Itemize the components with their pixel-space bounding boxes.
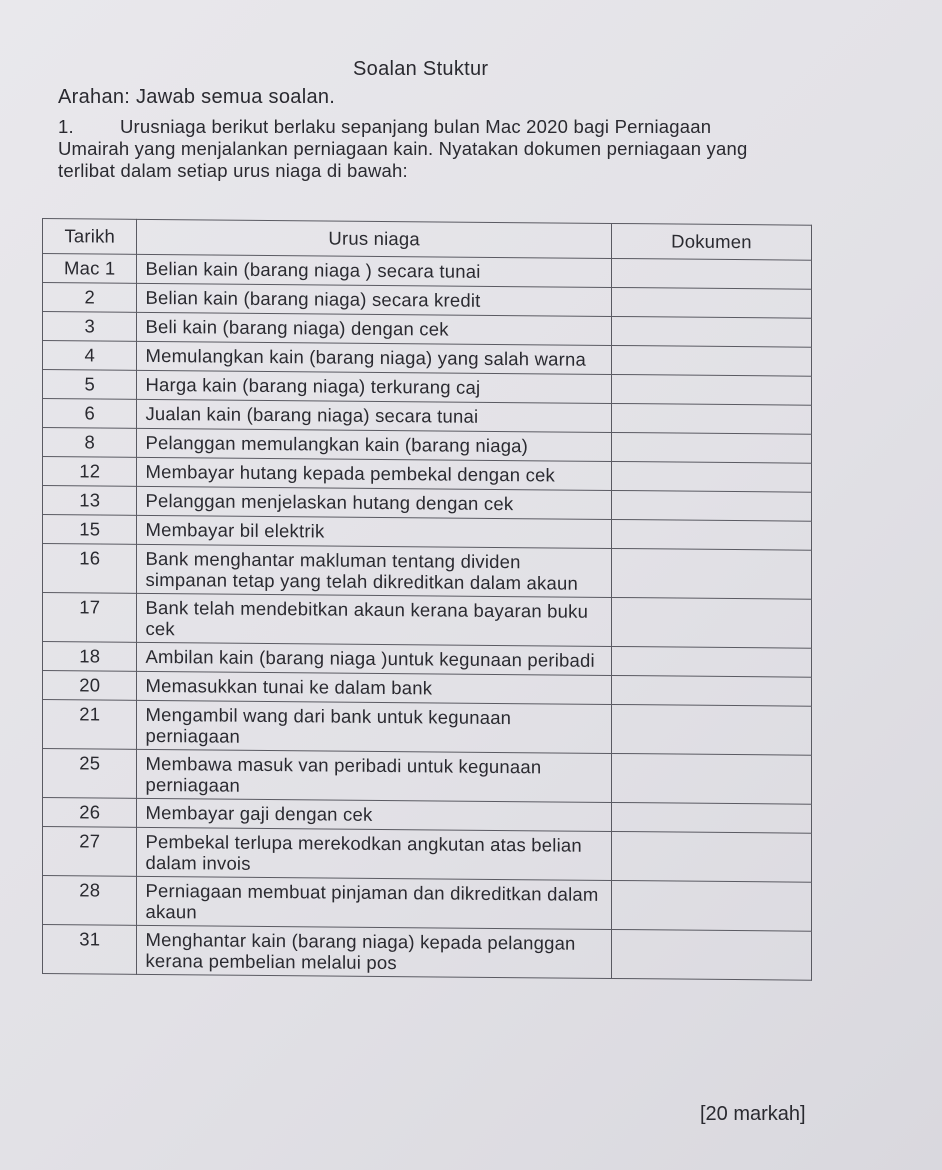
marks-label: [20 markah] [700, 1103, 806, 1125]
row-transaction: Memasukkan tunai ke dalam bank [137, 671, 611, 704]
row-document-answer[interactable] [611, 490, 811, 521]
table-row [43, 925, 812, 981]
row-date: 28 [43, 876, 137, 926]
row-document-answer[interactable] [611, 345, 811, 376]
table-row [43, 876, 812, 932]
row-transaction: Perniagaan membuat pinjaman dan dikreditkan dalam akaun [137, 876, 611, 929]
row-document-answer[interactable] [611, 704, 811, 755]
page-title: Soalan Stuktur [353, 58, 489, 80]
table-row [43, 827, 812, 883]
row-date: 31 [43, 925, 137, 975]
row-document-answer[interactable] [611, 432, 811, 463]
row-document-answer[interactable] [611, 597, 811, 648]
transaction-table [42, 218, 812, 981]
row-transaction: Jualan kain (barang niaga) secara tunai [137, 399, 611, 432]
table-row [43, 749, 812, 805]
row-document-answer[interactable] [611, 831, 811, 882]
row-transaction: Membayar hutang kepada pembekal dengan cek [137, 457, 611, 490]
row-document-answer[interactable] [611, 287, 811, 318]
row-transaction: Harga kain (barang niaga) terkurang caj [137, 370, 611, 403]
row-document-answer[interactable] [611, 258, 811, 289]
row-document-answer[interactable] [611, 675, 811, 706]
row-date: 25 [43, 749, 137, 799]
row-document-answer[interactable] [611, 880, 811, 931]
row-transaction: Belian kain (barang niaga) secara kredit [137, 283, 611, 316]
row-transaction: Pelanggan menjelaskan hutang dengan cek [137, 486, 611, 519]
row-document-answer[interactable] [611, 461, 811, 492]
row-document-answer[interactable] [611, 519, 811, 550]
row-transaction: Menghantar kain (barang niaga) kepada pelanggan kerana pembelian melalui pos [137, 925, 611, 978]
row-transaction: Membayar gaji dengan cek [137, 798, 611, 831]
row-date: 4 [43, 341, 137, 371]
row-date: 20 [43, 671, 137, 701]
row-date: 2 [43, 283, 137, 313]
row-date: 8 [43, 428, 137, 458]
table-row [43, 544, 812, 600]
row-document-answer[interactable] [611, 403, 811, 434]
row-date: 16 [43, 544, 137, 594]
row-transaction: Memulangkan kain (barang niaga) yang salah warna [137, 341, 611, 374]
row-document-answer[interactable] [611, 646, 811, 677]
row-transaction: Mengambil wang dari bank untuk kegunaan perniagaan [137, 700, 611, 753]
row-date: 15 [43, 515, 137, 545]
question-text: Urusniaga berikut berlaku sepanjang bulan Mac 2020 bagi Perniagaan Umairah yang menjalankan perniagaan kain. Nyatakan dokumen perniagaan yang terlibat dalam setiap urus niaga di bawah: [58, 116, 748, 181]
table-row [43, 593, 812, 649]
row-date: Mac 1 [43, 254, 137, 284]
row-transaction: Belian kain (barang niaga ) secara tunai [137, 254, 611, 287]
row-transaction: Pembekal terlupa merekodkan angkutan atas belian dalam invois [137, 827, 611, 880]
header-document: Dokumen [611, 223, 811, 260]
row-date: 3 [43, 312, 137, 342]
row-document-answer[interactable] [611, 802, 811, 833]
row-date: 18 [43, 642, 137, 672]
question-1 [58, 116, 778, 182]
row-transaction: Pelanggan memulangkan kain (barang niaga) [137, 428, 611, 461]
row-transaction: Bank telah mendebitkan akaun kerana bayaran buku cek [137, 593, 611, 646]
row-date: 26 [43, 798, 137, 828]
row-date: 12 [43, 457, 137, 487]
row-document-answer[interactable] [611, 374, 811, 405]
row-date: 27 [43, 827, 137, 877]
row-transaction: Bank menghantar makluman tentang dividen simpanan tetap yang telah dikreditkan dalam akaun [137, 544, 611, 597]
row-date: 13 [43, 486, 137, 516]
table-row [43, 700, 812, 756]
header-transaction: Urus niaga [137, 219, 611, 258]
row-document-answer[interactable] [611, 548, 811, 599]
instruction: Arahan: Jawab semua soalan. [58, 86, 336, 108]
row-date: 5 [43, 370, 137, 400]
question-number: 1. [58, 116, 74, 137]
row-document-answer[interactable] [611, 929, 811, 980]
row-date: 17 [43, 593, 137, 643]
row-document-answer[interactable] [611, 753, 811, 804]
row-date: 21 [43, 700, 137, 750]
row-transaction: Membawa masuk van peribadi untuk kegunaan perniagaan [137, 749, 611, 802]
row-document-answer[interactable] [611, 316, 811, 347]
header-date: Tarikh [43, 219, 137, 255]
row-date: 6 [43, 399, 137, 429]
row-transaction: Membayar bil elektrik [137, 515, 611, 548]
row-transaction: Beli kain (barang niaga) dengan cek [137, 312, 611, 345]
row-transaction: Ambilan kain (barang niaga )untuk kegunaan peribadi [137, 642, 611, 675]
